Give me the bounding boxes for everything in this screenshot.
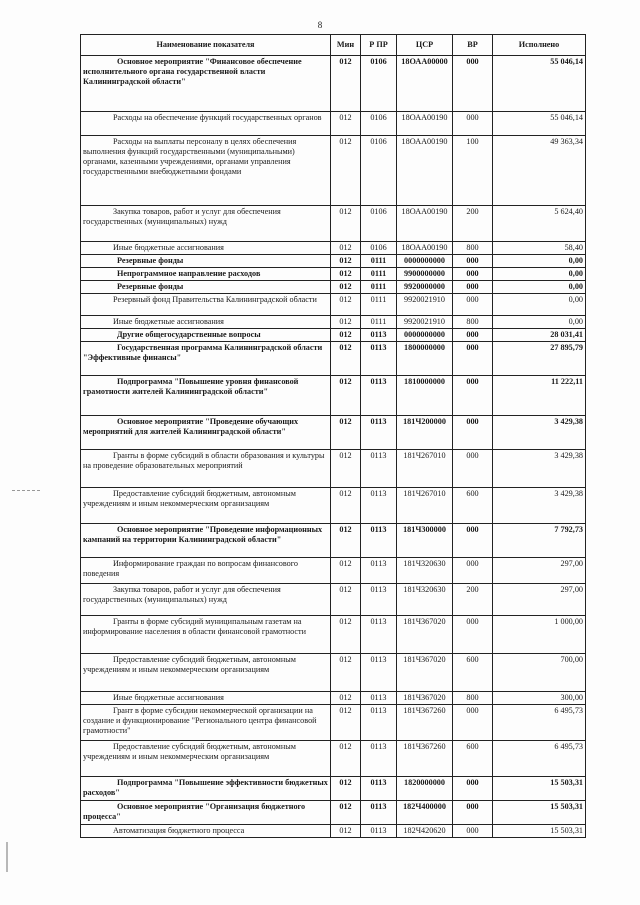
- cell-target-article: 18ОАА00000: [397, 56, 453, 112]
- cell-ministry: 012: [331, 692, 361, 705]
- cell-target-article: 9900000000: [397, 268, 453, 281]
- cell-expense-type: 800: [453, 316, 493, 329]
- cell-target-article: 181Ч320630: [397, 584, 453, 616]
- cell-executed: 15 503,31: [493, 825, 586, 838]
- cell-expense-type: 200: [453, 584, 493, 616]
- cell-ministry: 012: [331, 376, 361, 416]
- cell-indicator-name: Подпрограмма "Повышение уровня финансовой грамотности жителей Калининградской области": [81, 376, 331, 416]
- cell-indicator-name: Резервные фонды: [81, 255, 331, 268]
- cell-section: 0106: [361, 242, 397, 255]
- cell-target-article: 18ОАА00190: [397, 242, 453, 255]
- cell-indicator-name: Государственная программа Калининградской области "Эффективные финансы": [81, 342, 331, 376]
- table-row: [81, 801, 586, 825]
- cell-ministry: 012: [331, 342, 361, 376]
- table-row: [81, 268, 586, 281]
- cell-ministry: 012: [331, 112, 361, 136]
- cell-indicator-name: Предоставление субсидий бюджетным, автономным учреждениям и иным некоммерческим организациям: [81, 741, 331, 777]
- cell-indicator-name: Закупка товаров, работ и услуг для обеспечения государственных (муниципальных) нужд: [81, 584, 331, 616]
- cell-ministry: 012: [331, 56, 361, 112]
- cell-executed: 0,00: [493, 281, 586, 294]
- cell-expense-type: 000: [453, 616, 493, 654]
- table-row: [81, 488, 586, 524]
- cell-ministry: 012: [331, 741, 361, 777]
- table-row: [81, 705, 586, 741]
- cell-target-article: 181Ч367020: [397, 616, 453, 654]
- cell-executed: 300,00: [493, 692, 586, 705]
- cell-target-article: 181Ч367260: [397, 741, 453, 777]
- cell-executed: 15 503,31: [493, 777, 586, 801]
- cell-expense-type: 000: [453, 268, 493, 281]
- cell-indicator-name: Информирование граждан по вопросам финансового поведения: [81, 558, 331, 584]
- cell-expense-type: 000: [453, 329, 493, 342]
- cell-executed: 3 429,38: [493, 488, 586, 524]
- cell-expense-type: 000: [453, 112, 493, 136]
- cell-executed: 0,00: [493, 268, 586, 281]
- cell-target-article: 181Ч367260: [397, 705, 453, 741]
- cell-expense-type: 000: [453, 416, 493, 450]
- header-executed: Исполнено: [493, 35, 586, 56]
- header-ministry: Мин: [331, 35, 361, 56]
- cell-executed: 5 624,40: [493, 206, 586, 242]
- cell-executed: 6 495,73: [493, 705, 586, 741]
- table-header-row: [81, 35, 586, 56]
- cell-expense-type: 000: [453, 56, 493, 112]
- cell-executed: 0,00: [493, 316, 586, 329]
- table-row: [81, 136, 586, 206]
- cell-target-article: 1810000000: [397, 376, 453, 416]
- cell-expense-type: 000: [453, 777, 493, 801]
- cell-target-article: 181Ч200000: [397, 416, 453, 450]
- cell-ministry: 012: [331, 705, 361, 741]
- cell-indicator-name: Другие общегосударственные вопросы: [81, 329, 331, 342]
- table-row: [81, 616, 586, 654]
- table-row: [81, 584, 586, 616]
- cell-section: 0113: [361, 825, 397, 838]
- cell-target-article: 1800000000: [397, 342, 453, 376]
- cell-indicator-name: Основное мероприятие "Проведение информационных кампаний на территории Калининградской области": [81, 524, 331, 558]
- cell-ministry: 012: [331, 242, 361, 255]
- header-section-subsection: Р ПР: [361, 35, 397, 56]
- budget-execution-table: [80, 34, 586, 838]
- cell-ministry: 012: [331, 558, 361, 584]
- cell-section: 0111: [361, 281, 397, 294]
- cell-target-article: 181Ч367020: [397, 692, 453, 705]
- cell-expense-type: 000: [453, 342, 493, 376]
- cell-section: 0113: [361, 741, 397, 777]
- table-row: [81, 741, 586, 777]
- cell-indicator-name: Автоматизация бюджетного процесса: [81, 825, 331, 838]
- cell-expense-type: 800: [453, 242, 493, 255]
- cell-expense-type: 000: [453, 450, 493, 488]
- cell-section: 0113: [361, 376, 397, 416]
- cell-executed: 28 031,41: [493, 329, 586, 342]
- cell-target-article: 182Ч420620: [397, 825, 453, 838]
- cell-executed: 11 222,11: [493, 376, 586, 416]
- cell-target-article: 181Ч320630: [397, 558, 453, 584]
- table-row: [81, 777, 586, 801]
- cell-target-article: 1820000000: [397, 777, 453, 801]
- cell-section: 0113: [361, 558, 397, 584]
- cell-executed: 297,00: [493, 584, 586, 616]
- cell-indicator-name: Закупка товаров, работ и услуг для обеспечения государственных (муниципальных) нужд: [81, 206, 331, 242]
- cell-executed: 3 429,38: [493, 416, 586, 450]
- cell-expense-type: 000: [453, 825, 493, 838]
- table-body: [81, 56, 586, 838]
- table-row: [81, 416, 586, 450]
- table-row: [81, 825, 586, 838]
- cell-indicator-name: Резервные фонды: [81, 281, 331, 294]
- cell-ministry: 012: [331, 136, 361, 206]
- margin-tick: [6, 842, 8, 872]
- cell-executed: 55 046,14: [493, 56, 586, 112]
- cell-section: 0106: [361, 112, 397, 136]
- cell-section: 0106: [361, 136, 397, 206]
- cell-target-article: 181Ч267010: [397, 488, 453, 524]
- cell-section: 0113: [361, 342, 397, 376]
- table-row: [81, 342, 586, 376]
- cell-executed: 27 895,79: [493, 342, 586, 376]
- cell-section: 0113: [361, 416, 397, 450]
- table-row: [81, 316, 586, 329]
- cell-indicator-name: Подпрограмма "Повышение эффективности бюджетных расходов": [81, 777, 331, 801]
- cell-target-article: 18ОАА00190: [397, 136, 453, 206]
- table-row: [81, 524, 586, 558]
- table-row: [81, 294, 586, 316]
- table-row: [81, 56, 586, 112]
- cell-ministry: 012: [331, 206, 361, 242]
- header-indicator-name: Наименование показателя: [81, 35, 331, 56]
- cell-indicator-name: Резервный фонд Правительства Калининградской области: [81, 294, 331, 316]
- cell-indicator-name: Предоставление субсидий бюджетным, автономным учреждениям и иным некоммерческим организациям: [81, 488, 331, 524]
- cell-ministry: 012: [331, 294, 361, 316]
- cell-indicator-name: Иные бюджетные ассигнования: [81, 242, 331, 255]
- cell-expense-type: 000: [453, 558, 493, 584]
- cell-target-article: 181Ч367020: [397, 654, 453, 692]
- cell-expense-type: 000: [453, 705, 493, 741]
- cell-ministry: 012: [331, 654, 361, 692]
- cell-section: 0111: [361, 294, 397, 316]
- cell-executed: 15 503,31: [493, 801, 586, 825]
- table-row: [81, 654, 586, 692]
- table-row: [81, 329, 586, 342]
- cell-section: 0113: [361, 616, 397, 654]
- cell-target-article: 9920021910: [397, 316, 453, 329]
- table-row: [81, 281, 586, 294]
- margin-mark: [12, 490, 40, 491]
- cell-indicator-name: Основное мероприятие "Проведение обучающих мероприятий для жителей Калининградской области": [81, 416, 331, 450]
- cell-executed: 297,00: [493, 558, 586, 584]
- page-number: 8: [317, 20, 323, 30]
- table-row: [81, 558, 586, 584]
- cell-expense-type: 000: [453, 524, 493, 558]
- table-row: [81, 242, 586, 255]
- cell-target-article: 18ОАА00190: [397, 206, 453, 242]
- cell-ministry: 012: [331, 329, 361, 342]
- cell-ministry: 012: [331, 316, 361, 329]
- cell-executed: 6 495,73: [493, 741, 586, 777]
- cell-indicator-name: Основное мероприятие "Финансовое обеспечение исполнительного органа государственной власти Калининградской области": [81, 56, 331, 112]
- cell-section: 0106: [361, 206, 397, 242]
- cell-section: 0106: [361, 56, 397, 112]
- cell-ministry: 012: [331, 524, 361, 558]
- cell-executed: 55 046,14: [493, 112, 586, 136]
- cell-expense-type: 000: [453, 801, 493, 825]
- cell-target-article: 0000000000: [397, 329, 453, 342]
- header-expense-type: ВР: [453, 35, 493, 56]
- cell-expense-type: 600: [453, 654, 493, 692]
- cell-target-article: 0000000000: [397, 255, 453, 268]
- cell-section: 0113: [361, 777, 397, 801]
- cell-executed: 7 792,73: [493, 524, 586, 558]
- cell-target-article: 181Ч300000: [397, 524, 453, 558]
- cell-section: 0113: [361, 584, 397, 616]
- cell-target-article: 181Ч267010: [397, 450, 453, 488]
- cell-section: 0113: [361, 450, 397, 488]
- cell-expense-type: 600: [453, 741, 493, 777]
- table-row: [81, 450, 586, 488]
- cell-ministry: 012: [331, 450, 361, 488]
- cell-ministry: 012: [331, 616, 361, 654]
- cell-expense-type: 800: [453, 692, 493, 705]
- cell-indicator-name: Гранты в форме субсидий муниципальным газетам на информирование населения в области финансовой грамотности: [81, 616, 331, 654]
- cell-executed: 700,00: [493, 654, 586, 692]
- cell-expense-type: 000: [453, 255, 493, 268]
- cell-ministry: 012: [331, 825, 361, 838]
- table-row: [81, 206, 586, 242]
- cell-indicator-name: Иные бюджетные ассигнования: [81, 692, 331, 705]
- cell-target-article: 9920021910: [397, 294, 453, 316]
- cell-expense-type: 000: [453, 376, 493, 416]
- cell-section: 0113: [361, 692, 397, 705]
- cell-indicator-name: Предоставление субсидий бюджетным, автономным учреждениям и иным некоммерческим организациям: [81, 654, 331, 692]
- cell-executed: 49 363,34: [493, 136, 586, 206]
- cell-ministry: 012: [331, 584, 361, 616]
- cell-section: 0113: [361, 524, 397, 558]
- cell-section: 0113: [361, 654, 397, 692]
- cell-target-article: 182Ч400000: [397, 801, 453, 825]
- cell-indicator-name: Расходы на выплаты персоналу в целях обеспечения выполнения функций государственными (муниципальными) органами, казенными учреждениями, органами управления государственными внебюджетными фондами: [81, 136, 331, 206]
- cell-section: 0113: [361, 488, 397, 524]
- cell-section: 0113: [361, 329, 397, 342]
- cell-executed: 3 429,38: [493, 450, 586, 488]
- cell-executed: 0,00: [493, 255, 586, 268]
- cell-expense-type: 100: [453, 136, 493, 206]
- cell-section: 0113: [361, 801, 397, 825]
- table-row: [81, 112, 586, 136]
- cell-expense-type: 600: [453, 488, 493, 524]
- cell-section: 0111: [361, 316, 397, 329]
- cell-target-article: 18ОАА00190: [397, 112, 453, 136]
- cell-section: 0111: [361, 255, 397, 268]
- cell-ministry: 012: [331, 801, 361, 825]
- header-target-article: ЦСР: [397, 35, 453, 56]
- cell-ministry: 012: [331, 777, 361, 801]
- cell-ministry: 012: [331, 488, 361, 524]
- cell-indicator-name: Непрограммное направление расходов: [81, 268, 331, 281]
- cell-ministry: 012: [331, 255, 361, 268]
- cell-ministry: 012: [331, 268, 361, 281]
- cell-section: 0111: [361, 268, 397, 281]
- cell-expense-type: 000: [453, 294, 493, 316]
- cell-indicator-name: Гранты в форме субсидий в области образования и культуры на проведение образовательных мероприятий: [81, 450, 331, 488]
- cell-indicator-name: Основное мероприятие "Организация бюджетного процесса": [81, 801, 331, 825]
- table-row: [81, 376, 586, 416]
- cell-executed: 1 000,00: [493, 616, 586, 654]
- cell-expense-type: 200: [453, 206, 493, 242]
- table-row: [81, 255, 586, 268]
- cell-executed: 0,00: [493, 294, 586, 316]
- cell-section: 0113: [361, 705, 397, 741]
- cell-indicator-name: Расходы на обеспечение функций государственных органов: [81, 112, 331, 136]
- cell-expense-type: 000: [453, 281, 493, 294]
- cell-target-article: 9920000000: [397, 281, 453, 294]
- cell-indicator-name: Иные бюджетные ассигнования: [81, 316, 331, 329]
- cell-indicator-name: Грант в форме субсидии некоммерческой организации на создание и функционирование "Регионального центра финансовой грамотности": [81, 705, 331, 741]
- cell-executed: 58,40: [493, 242, 586, 255]
- table-row: [81, 692, 586, 705]
- cell-ministry: 012: [331, 416, 361, 450]
- cell-ministry: 012: [331, 281, 361, 294]
